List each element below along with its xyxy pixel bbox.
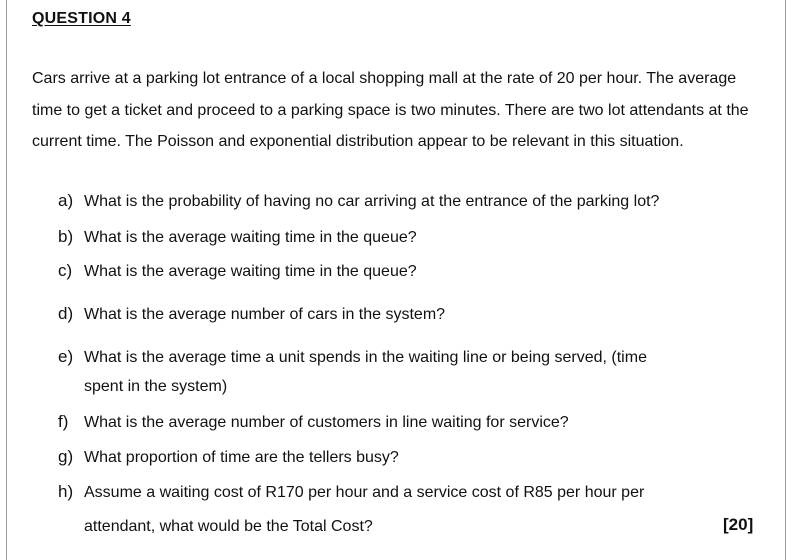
question-text-continuation: spent in the system)	[84, 378, 228, 395]
question-text: What is the average waiting time in the queue?	[84, 229, 417, 246]
question-item-f	[58, 412, 569, 432]
question-text: What is the average time a unit spends in the waiting line or being served, (time	[84, 349, 647, 366]
question-item-d	[58, 304, 445, 324]
question-item-e	[58, 347, 647, 367]
question-text-continuation: attendant, what would be the Total Cost?	[84, 518, 373, 535]
question-letter: h)	[58, 482, 74, 501]
question-text: What is the probability of having no car arriving at the entrance of the parking lot?	[84, 193, 660, 210]
question-text: What is the average waiting time in the queue?	[84, 263, 417, 280]
question-item-g	[58, 447, 399, 467]
question-letter: f)	[58, 412, 69, 431]
question-text: What is the average number of cars in the system?	[84, 306, 446, 323]
question-item-c	[58, 261, 417, 281]
question-letter: e)	[58, 347, 74, 366]
question-item-b	[58, 227, 417, 247]
question-letter: g)	[58, 447, 74, 466]
question-item-a	[58, 191, 659, 211]
question-text: What proportion of time are the tellers busy?	[84, 449, 399, 466]
question-item-h	[58, 482, 644, 502]
marks-total: [20]	[723, 515, 754, 534]
question-intro: Cars arrive at a parking lot entrance of a local shopping mall at the rate of 20 per hour. The average time to get a ticket and proceed to a parking space is two minutes. There are two lot attendants at the current time. The Poisson and exponential distribution appear to be relevant in this situation.	[32, 70, 749, 150]
question-letter: d)	[58, 304, 74, 323]
question-text: What is the average number of customers in line waiting for service?	[84, 414, 569, 431]
question-letter: b)	[58, 227, 74, 246]
question-letter: c)	[58, 261, 73, 280]
question-text: Assume a waiting cost of R170 per hour and a service cost of R85 per hour per	[84, 484, 645, 501]
question-heading: QUESTION 4	[32, 10, 131, 27]
question-letter: a)	[58, 191, 74, 210]
